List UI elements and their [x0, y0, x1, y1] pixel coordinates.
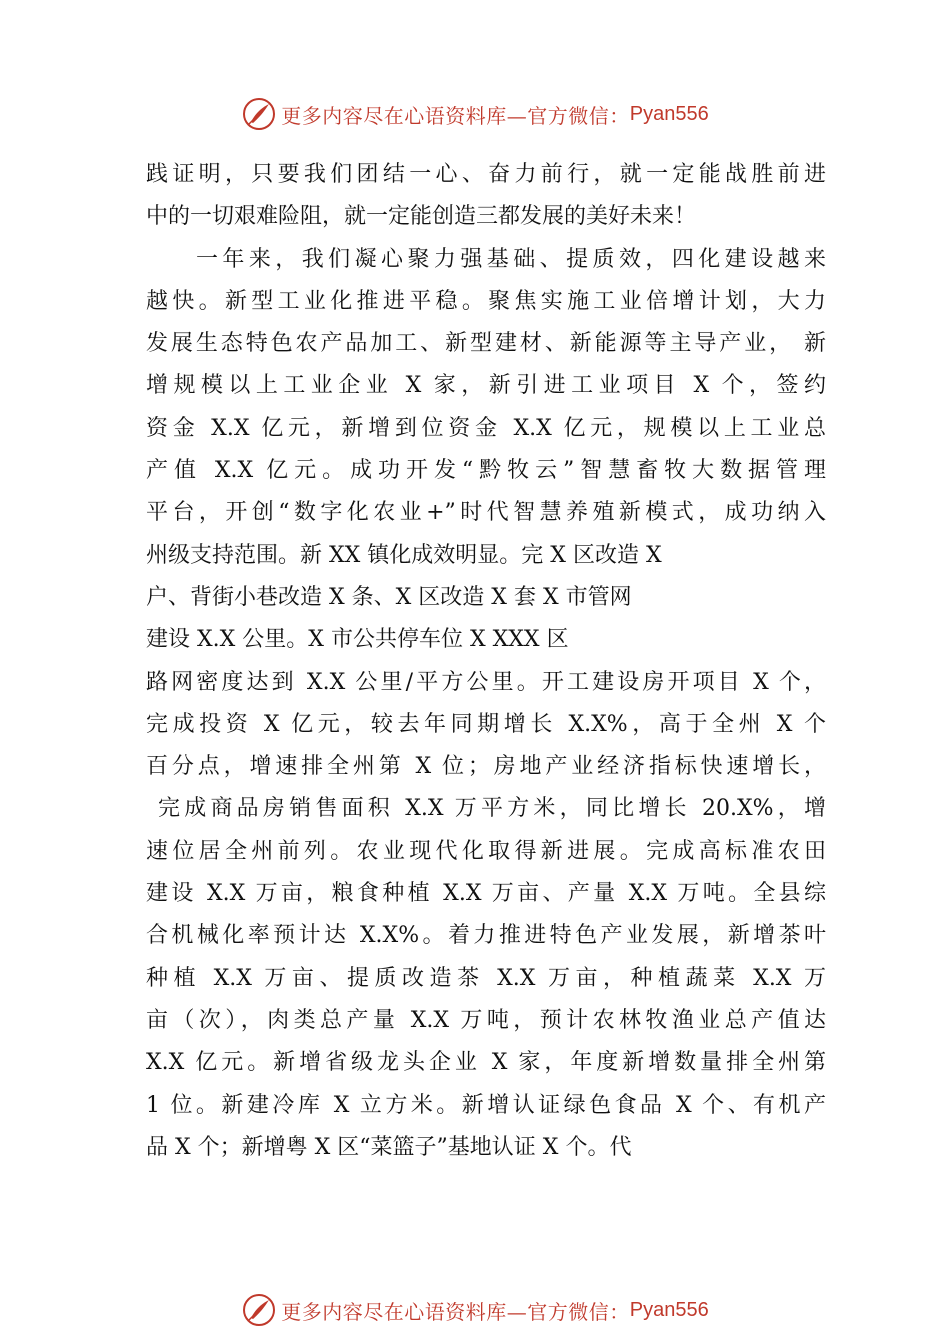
- text-line: X.X 亿元。新增省级龙头企业 X 家，年度新增数量排全州第: [146, 1050, 826, 1076]
- text-line: 一年来，我们凝心聚力强基础、提质效，四化建设越来: [196, 246, 826, 272]
- text-line: 完成商品房销售面积 X.X 万平方米，同比增长 20.X%，增: [158, 796, 826, 822]
- text-line: 路网密度达到 X.X 公里/平方公里。开工建设房开项目 X 个，: [146, 669, 826, 695]
- text-line: 建设 X.X 公里。X 市公共停车位 X XXX 区: [146, 627, 569, 653]
- text-line: 完成投资 X 亿元，较去年同期增长 X.X%，高于全州 X 个: [146, 711, 826, 737]
- banner-handle: Pyan556: [629, 102, 709, 125]
- text-line: 品 X 个；新增粤 X 区“菜篮子”基地认证 X 个。代: [146, 1134, 632, 1160]
- banner-text: 更多内容尽在心语资料库—官方微信：: [281, 103, 630, 128]
- text-line: 资金 X.X 亿元，新增到位资金 X.X 亿元，规模以上工业总: [146, 415, 826, 441]
- header-banner: [0, 94, 950, 134]
- text-line: 种植 X.X 万亩、提质改造茶 X.X 万亩，种植蔬菜 X.X 万: [146, 965, 826, 991]
- text-line: 户、背街小巷改造 X 条、X 区改造 X 套 X 市管网: [146, 584, 632, 610]
- footer-banner: [0, 1290, 950, 1330]
- text-line: 州级支持范围。新 XX 镇化成效明显。完 X 区改造 X: [146, 542, 662, 568]
- quill-logo-icon: [241, 96, 277, 132]
- text-line: 产值 X.X 亿元。成功开发“黔牧云”智慧畜牧大数据管理: [146, 458, 826, 484]
- text-line: 越快。新型工业化推进平稳。聚焦实施工业倍增计划，大力: [146, 288, 826, 314]
- banner-text: 更多内容尽在心语资料库—官方微信：: [281, 1299, 630, 1324]
- text-line: 增规模以上工业企业 X 家，新引进工业项目 X 个，签约: [146, 373, 826, 399]
- text-line: 平台，开创“数字化农业+”时代智慧养殖新模式，成功纳入: [146, 500, 826, 526]
- text-line: 亩（次），肉类总产量 X.X 万吨，预计农林牧渔业总产值达: [146, 1007, 826, 1033]
- text-line: 践证明，只要我们团结一心、奋力前行，就一定能战胜前进: [146, 162, 826, 187]
- text-line: 合机械化率预计达 X.X%。着力推进特色产业发展，新增茶叶: [146, 923, 826, 949]
- text-line: 1 位。新建冷库 X 立方米。新增认证绿色食品 X 个、有机产: [146, 1092, 826, 1118]
- quill-logo-icon: [241, 1292, 277, 1328]
- document-body: [146, 154, 826, 1169]
- text-line: 发展生态特色农产品加工、新型建材、新能源等主导产业， 新: [146, 331, 826, 357]
- text-line: 中的一切艰难险阻，就一定能创造三都发展的美好未来！: [146, 204, 697, 230]
- banner-handle: Pyan556: [629, 1298, 709, 1321]
- text-line: 建设 X.X 万亩，粮食种植 X.X 万亩、产量 X.X 万吨。全县综: [146, 881, 826, 907]
- text-line: 速位居全州前列。农业现代化取得新进展。完成高标准农田: [146, 838, 826, 864]
- text-line: 百分点，增速排全州第 X 位；房地产业经济指标快速增长，: [146, 754, 826, 780]
